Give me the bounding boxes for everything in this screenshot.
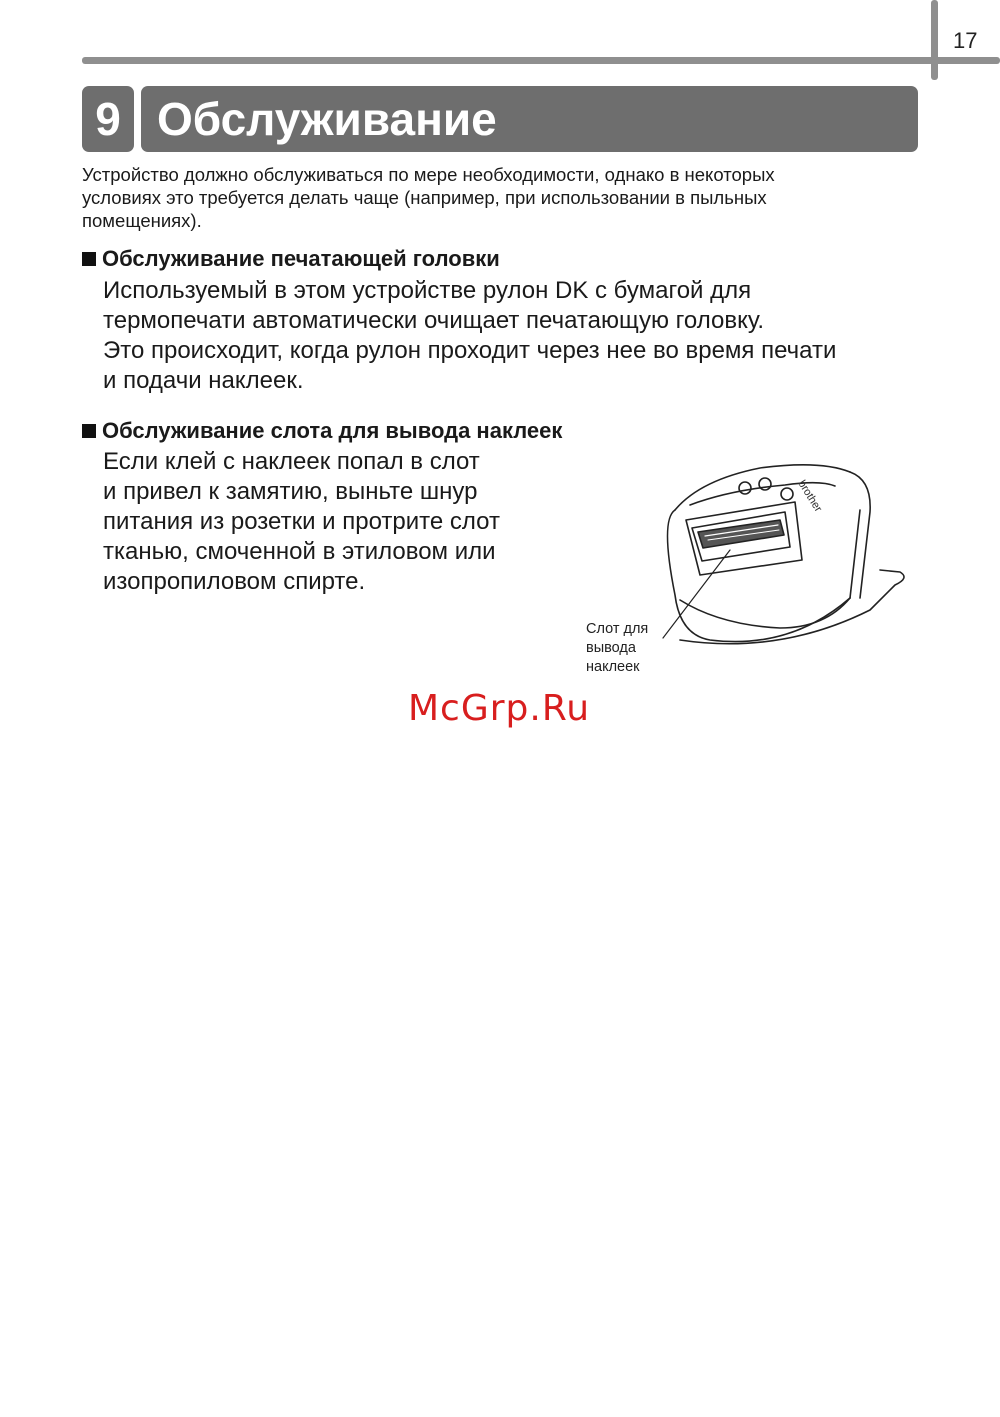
printer-brand-text: brother: [795, 478, 825, 515]
callout-line: вывода: [586, 640, 636, 656]
section-body-label-slot: [103, 447, 500, 597]
body-line: термопечати автоматически очищает печатающую головку.: [103, 307, 765, 334]
watermark-text: McGrp.Ru: [408, 688, 591, 729]
body-line: и подачи наклеек.: [103, 367, 304, 394]
body-line: изопропиловом спирте.: [103, 568, 366, 595]
intro-paragraph: [82, 163, 912, 232]
body-line: питания из розетки и протрите слот: [103, 508, 500, 535]
section-heading-print-head: [82, 245, 500, 273]
page-number: 17: [953, 28, 978, 53]
intro-line: Устройство должно обслуживаться по мере необходимости, однако в некоторых: [82, 164, 775, 185]
header-rule: [82, 57, 1000, 64]
square-bullet-icon: [82, 424, 96, 438]
section-heading-label-slot: [82, 417, 562, 445]
body-line: Это происходит, когда рулон проходит через нее во время печати: [103, 337, 837, 364]
slot-callout-label: [586, 620, 648, 677]
intro-line: условиях это требуется делать чаще (например, при использовании в пыльных: [82, 187, 767, 208]
body-line: Используемый в этом устройстве рулон DK с бумагой для: [103, 277, 752, 304]
chapter-number: 9: [82, 86, 134, 152]
callout-line: Слот для: [586, 621, 649, 637]
callout-line: наклеек: [586, 659, 640, 675]
header-vertical-rule: [931, 0, 938, 80]
body-line: и привел к замятию, выньте шнур: [103, 478, 478, 505]
body-line: Если клей с наклеек попал в слот: [103, 448, 480, 475]
section-heading-text: Обслуживание слота для вывода наклеек: [102, 418, 563, 443]
intro-line: помещениях).: [82, 210, 202, 231]
square-bullet-icon: [82, 252, 96, 266]
chapter-title: Обслуживание: [141, 86, 918, 152]
section-body-print-head: [103, 276, 836, 396]
section-heading-text: Обслуживание печатающей головки: [102, 246, 500, 271]
body-line: тканью, смоченной в этиловом или: [103, 538, 496, 565]
